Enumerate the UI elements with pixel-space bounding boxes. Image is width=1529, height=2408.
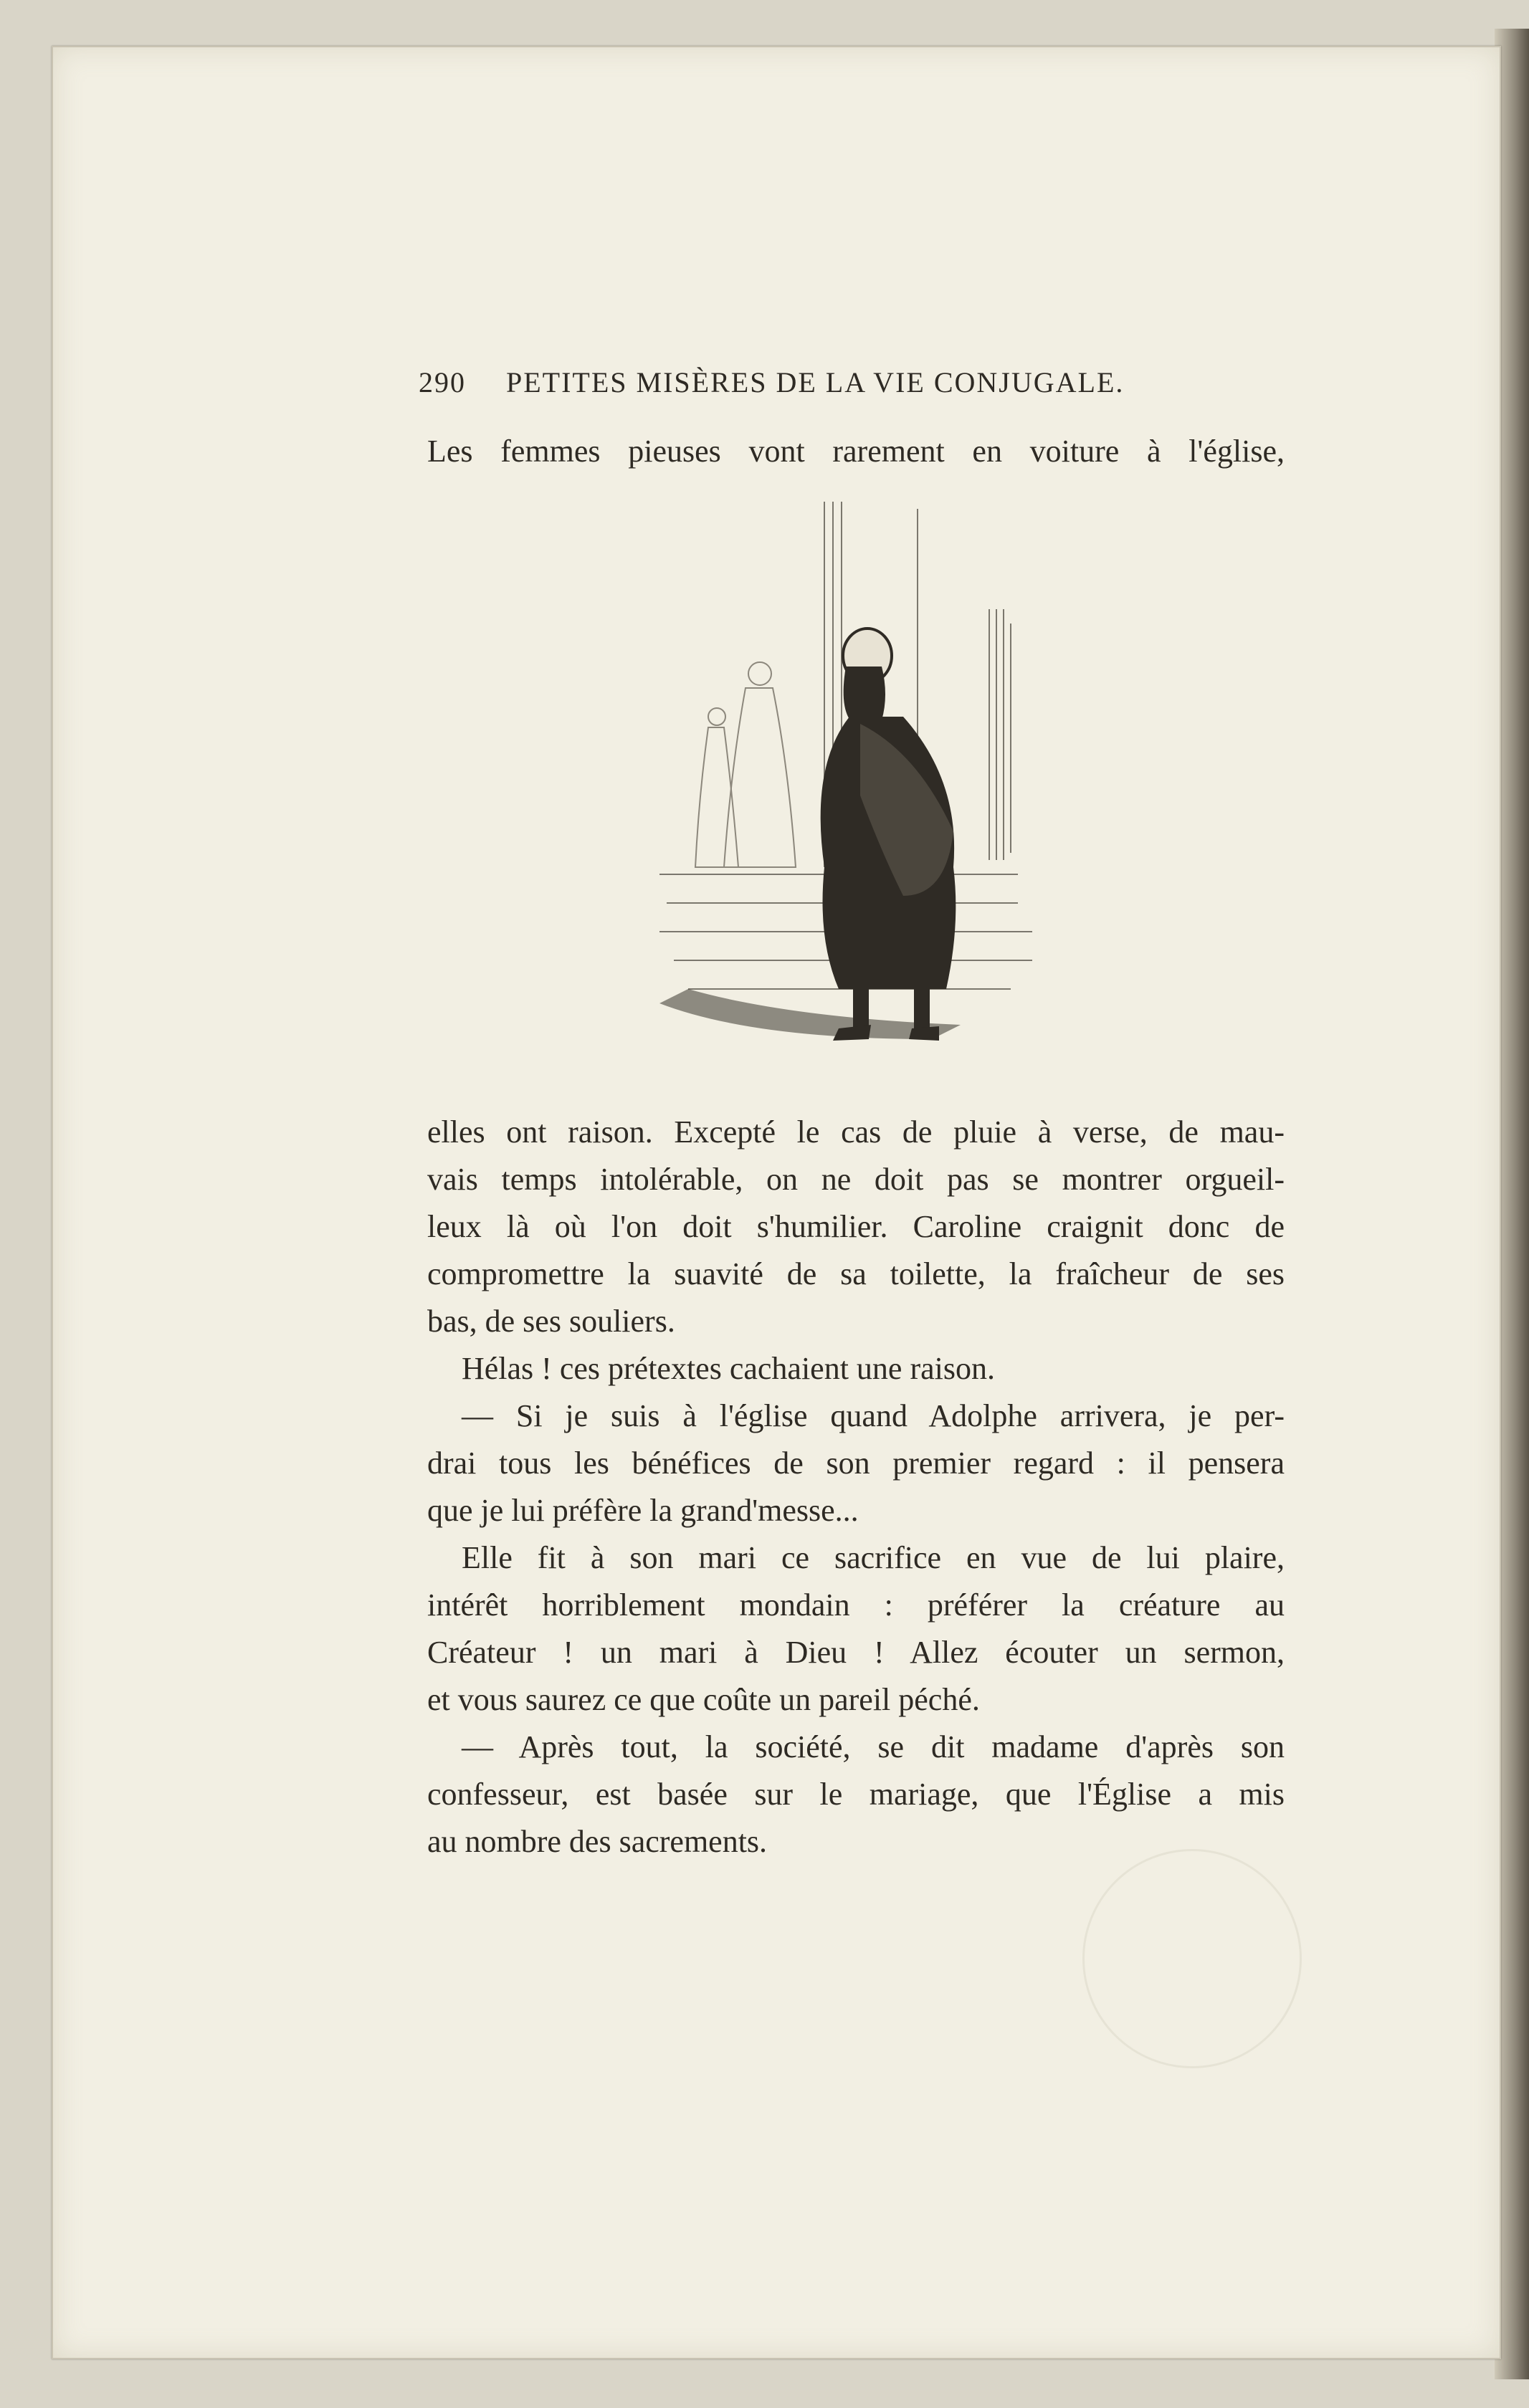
text-line: Les femmes pieuses vont rarement en voiture à l'église, xyxy=(427,434,1285,469)
woman-walking-to-church-engraving-icon xyxy=(645,494,1047,1096)
text-line: bas, de ses souliers. xyxy=(427,1304,675,1339)
text-line: Créateur ! un mari à Dieu ! Allez écouter un sermon, xyxy=(427,1635,1285,1670)
text-line: et vous saurez ce que coûte un pareil péché. xyxy=(427,1682,980,1717)
text-line: leux là où l'on doit s'humilier. Caroline craignit donc de xyxy=(427,1209,1285,1244)
faint-library-stamp xyxy=(1082,1849,1302,2068)
text-line: — Si je suis à l'église quand Adolphe arrivera, je per- xyxy=(462,1398,1285,1433)
text-line: — Après tout, la société, se dit madame d'après son xyxy=(462,1729,1285,1764)
text-line: drai tous les bénéfices de son premier regard : il pensera xyxy=(427,1446,1285,1481)
text-line: confesseur, est basée sur le mariage, que l'Église a mis xyxy=(427,1777,1285,1812)
text-line: elles ont raison. Excepté le cas de pluie à verse, de mau- xyxy=(427,1114,1285,1150)
page-number: 290 xyxy=(419,366,466,398)
text-line: Hélas ! ces prétextes cachaient une raison. xyxy=(462,1351,995,1386)
text-line: Elle fit à son mari ce sacrifice en vue de lui plaire, xyxy=(462,1540,1285,1575)
text-line: compromettre la suavité de sa toilette, la fraîcheur de ses xyxy=(427,1256,1285,1291)
running-title: PETITES MISÈRES DE LA VIE CONJUGALE. xyxy=(506,366,1125,398)
text-line: vais temps intolérable, on ne doit pas se montrer orgueil- xyxy=(427,1162,1285,1197)
text-line: au nombre des sacrements. xyxy=(427,1824,768,1859)
text-line: que je lui préfère la grand'messe... xyxy=(427,1493,859,1528)
text-line: intérêt horriblement mondain : préférer la créature au xyxy=(427,1587,1285,1623)
running-head xyxy=(419,366,1164,408)
